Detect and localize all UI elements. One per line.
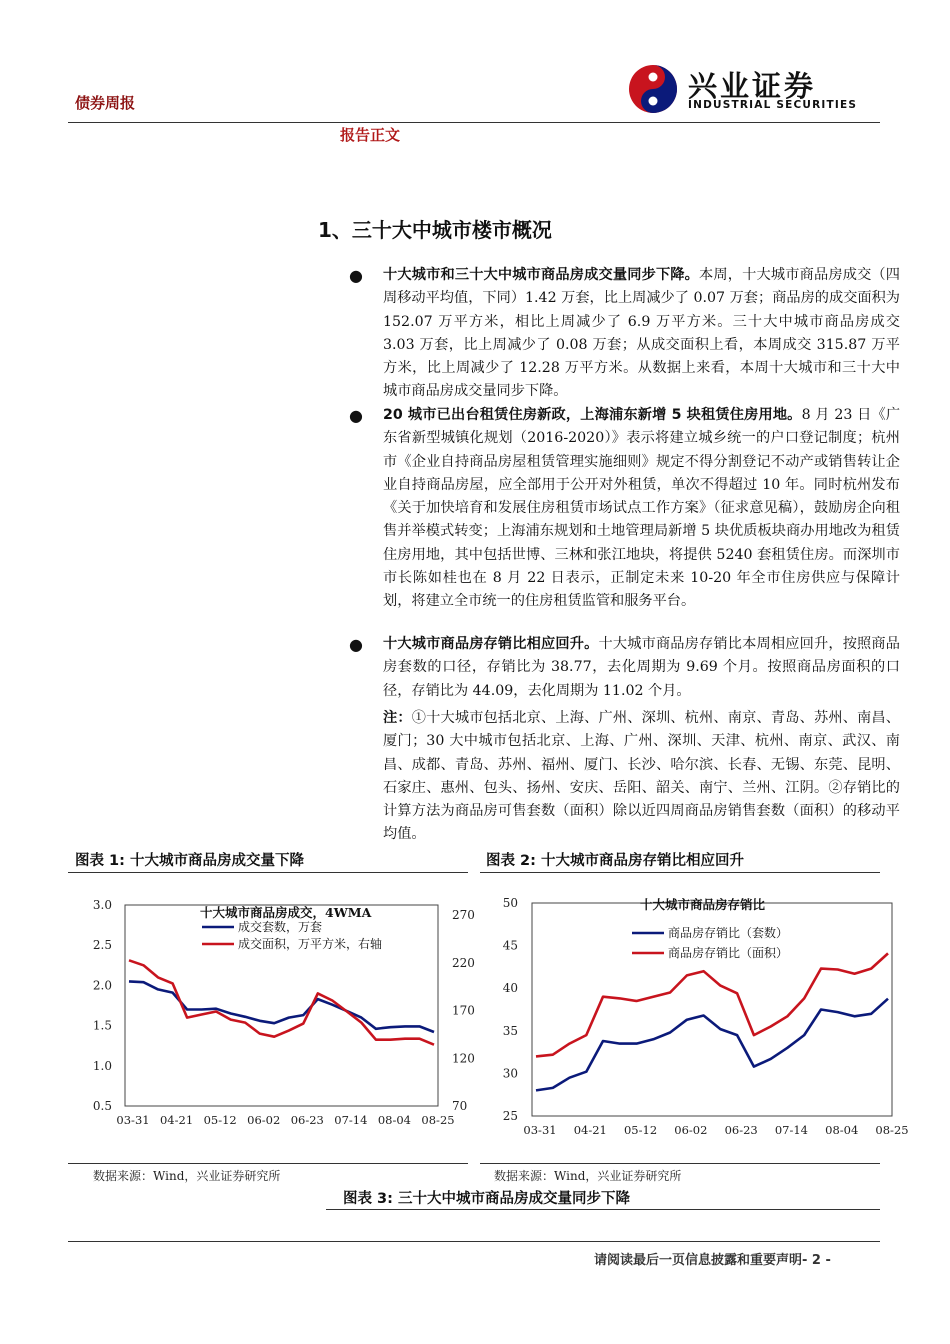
x-tick-label: 06-23 xyxy=(290,1113,324,1127)
paragraph-1-lead: 十大城市和三十大中城市商品房成交量同步下降。 xyxy=(383,267,700,283)
company-name-cn: 兴业证券 xyxy=(688,69,817,103)
figure-1-title: 图表 1: 十大城市商品房成交量下降 xyxy=(75,853,304,869)
figure-2-bottom-rule xyxy=(480,1163,880,1164)
x-tick-label: 06-02 xyxy=(674,1123,708,1137)
y-left-tick-label: 0.5 xyxy=(92,1099,112,1113)
bullet-icon: ● xyxy=(349,635,363,654)
series-line-2 xyxy=(536,953,888,1056)
report-category: 债券周报 xyxy=(75,94,136,112)
paragraph-1 xyxy=(383,264,900,404)
series-line-1 xyxy=(536,999,888,1091)
chart-title: 十大城市商品房成交，4WMA xyxy=(200,905,372,920)
x-tick-label: 03-31 xyxy=(523,1123,557,1137)
figure-2-source: 数据来源：Wind，兴业证券研究所 xyxy=(494,1169,682,1183)
y-tick-label: 50 xyxy=(502,896,518,910)
x-tick-label: 04-21 xyxy=(573,1123,607,1137)
bullet-icon: ● xyxy=(349,266,363,285)
x-tick-label: 05-12 xyxy=(203,1113,237,1127)
x-tick-label: 08-04 xyxy=(825,1123,859,1137)
header-rule xyxy=(68,122,880,123)
y-left-tick-label: 2.5 xyxy=(92,938,112,953)
report-tag: 报告正文 xyxy=(340,126,401,144)
paragraph-3 xyxy=(383,633,900,703)
y-right-tick-label: 270 xyxy=(452,908,475,922)
legend-label: 商品房存销比（面积） xyxy=(668,946,789,960)
figure-2-title: 图表 2: 十大城市商品房存销比相应回升 xyxy=(486,853,744,869)
paragraph-3-body: 十大城市商品房存销比本周相应回升，按照商品房套数的口径，存销比为 38.77，去化周期为 9.69 个月。按照商品房面积的口径，存销比为 44.09，去化周期为 11.02 个月。 xyxy=(383,636,900,699)
y-tick-label: 25 xyxy=(502,1109,518,1123)
y-right-tick-label: 170 xyxy=(452,1003,475,1018)
chart-top10-inventory-ratio xyxy=(480,874,909,1164)
note-label: 注： xyxy=(383,710,412,726)
company-name-en: INDUSTRIAL SECURITIES xyxy=(688,99,858,111)
series-line-2 xyxy=(129,960,434,1044)
paragraph-1-body: 本周，十大城市商品房成交（四周移动平均值，下同）1.42 万套，比上周减少了 0.07 万套；商品房的成交面积为 152.07 万平方米，相比上周减少了 6.9 万平方米。三十大中城市商品房成交 3.03 万套，比上周减少了 0.08 万套；从成交面积上看，本周成交 315.87 万平方米，比上周减少了 12.28 万平方米。从数据上来看，本周十大城市和三十大中城市商品房成交量同步下降。 xyxy=(383,267,900,400)
figure-1-bottom-rule xyxy=(68,1163,468,1164)
paragraph-2-body: 8 月 23 日《广东省新型城镇化规划（2016-2020）》表示将建立城乡统一的户口登记制度；杭州市《企业自持商品房屋租赁管理实施细则》规定不得分割登记不动产或销售转让企业自持商品房屋，应全部用于公开对外租赁，单次不得超过 10 年。同时杭州发布《关于加快培育和发展住房租赁市场试点工作方案》（征求意见稿），鼓励房企向租售并举模式转变；上海浦东规划和土地管理局新增 5 块优质板块商办用地改为租赁住房用地，其中包括世博、三林和张江地块，将提供 5240 套租赁住房。而深圳市市长陈如桂也在 8 月 22 日表示，正制定未来 10-20 年全市住房供应与保障计划，将建立全市统一的住房租赁监管和服务平台。 xyxy=(383,407,901,610)
note-body: ①十大城市包括北京、上海、广州、深圳、杭州、南京、青岛、苏州、南昌、厦门；30 大中城市包括北京、上海、广州、深圳、天津、杭州、南京、武汉、南昌、成都、青岛、苏州、福州、厦门、长沙、哈尔滨、长春、无锡、东莞、昆明、石家庄、惠州、包头、扬州、安庆、岳阳、韶关、南宁、兰州、江阴。②存销比的计算方法为商品房可售套数（面积）除以近四周商品房销售套数（面积）的移动平均值。 xyxy=(383,710,900,843)
y-tick-label: 40 xyxy=(502,981,518,996)
paragraph-2 xyxy=(383,404,900,614)
x-tick-label: 07-14 xyxy=(774,1123,809,1137)
y-tick-label: 30 xyxy=(502,1066,518,1081)
x-tick-label: 05-12 xyxy=(623,1123,658,1137)
figure-3-rule xyxy=(326,1209,880,1210)
chart-title: 十大城市商品房存销比 xyxy=(640,897,766,912)
y-tick-label: 45 xyxy=(502,938,518,953)
figure-2-top-rule xyxy=(480,872,880,873)
x-tick-label: 07-14 xyxy=(334,1113,368,1127)
section-title: 1、三十大中城市楼市概况 xyxy=(318,218,552,242)
figure-3-title: 图表 3: 三十大中城市商品房成交量同步下降 xyxy=(343,1191,630,1207)
bullet-icon: ● xyxy=(349,406,363,425)
note-paragraph xyxy=(383,707,900,847)
legend-label: 成交面积，万平方米，右轴 xyxy=(238,937,383,951)
x-tick-label: 03-31 xyxy=(116,1113,150,1127)
y-tick-label: 35 xyxy=(502,1023,518,1038)
company-logo-icon xyxy=(628,64,678,114)
y-left-tick-label: 1.0 xyxy=(92,1058,112,1073)
chart-top10-transactions xyxy=(68,874,475,1164)
x-tick-label: 06-23 xyxy=(724,1123,758,1137)
legend-label: 商品房存销比（套数） xyxy=(668,926,789,940)
plot-frame xyxy=(125,905,438,1106)
paragraph-3-lead: 十大城市商品房存销比相应回升。 xyxy=(383,636,599,652)
y-right-tick-label: 220 xyxy=(452,955,475,970)
y-right-tick-label: 70 xyxy=(452,1099,468,1113)
footer-rule xyxy=(68,1241,880,1242)
x-tick-label: 06-02 xyxy=(247,1113,281,1127)
y-left-tick-label: 2.0 xyxy=(92,978,112,993)
y-right-tick-label: 120 xyxy=(452,1051,475,1066)
footer-disclaimer: 请阅读最后一页信息披露和重要声明- 2 - xyxy=(594,1253,831,1268)
x-tick-label: 04-21 xyxy=(159,1113,194,1127)
legend-label: 成交套数，万套 xyxy=(238,920,323,934)
y-left-tick-label: 3.0 xyxy=(92,898,112,912)
y-left-tick-label: 1.5 xyxy=(92,1018,112,1033)
figure-1-top-rule xyxy=(68,872,468,873)
x-tick-label: 08-04 xyxy=(377,1113,412,1127)
x-tick-label: 08-25 xyxy=(421,1113,455,1127)
paragraph-2-lead: 20 城市已出台租赁住房新政，上海浦东新增 5 块租赁住房用地。 xyxy=(383,407,802,423)
x-tick-label: 08-25 xyxy=(875,1123,909,1137)
figure-1-source: 数据来源：Wind，兴业证券研究所 xyxy=(93,1169,281,1183)
